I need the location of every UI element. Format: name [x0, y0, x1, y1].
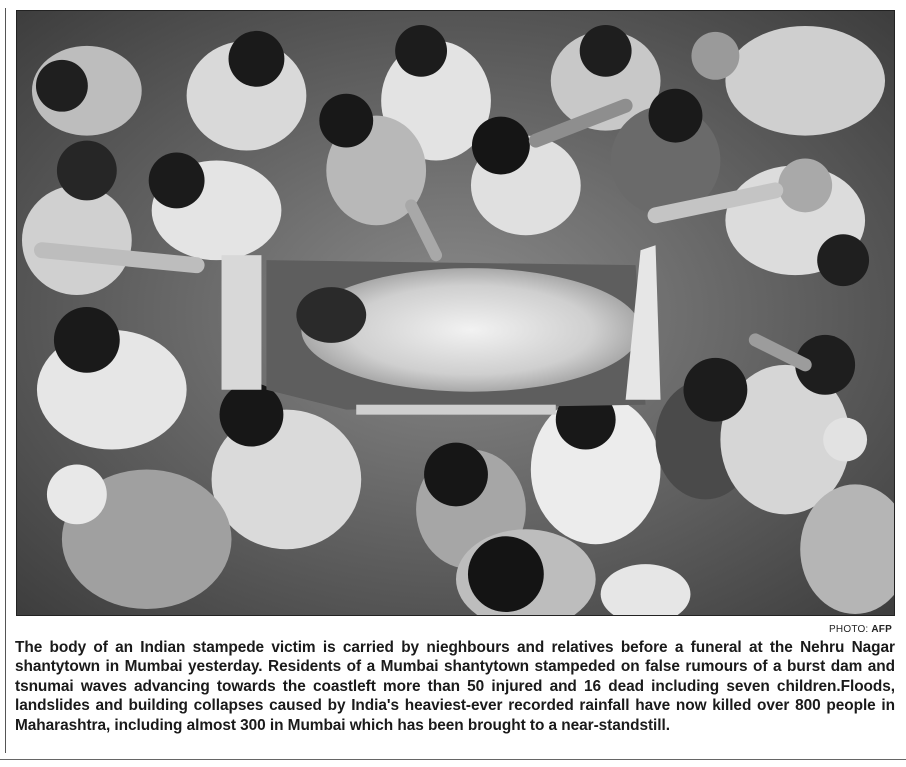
- photo-credit: [829, 624, 892, 635]
- left-column-rule: [5, 8, 6, 753]
- news-photo: [16, 10, 895, 616]
- bottom-rule: [0, 759, 906, 760]
- photo-illustration: [17, 11, 894, 615]
- photo-credit-source: AFP: [871, 624, 892, 635]
- photo-credit-label: PHOTO:: [829, 624, 869, 635]
- stretcher: [222, 245, 661, 414]
- photo-caption: The body of an Indian stampede victim is carried by nieghbours and relatives before a funeral at the Nehru Nagar shantytown in Mumbai yesterday. Residents of a Mumbai shantytown stampeded on false rumours of a burst dam and tsnumai waves advancing towards the coastleft more than 50 injured and 16 dead including seven children.Floods, landslides and building collapses caused by India's heaviest-ever recorded rainfall have now killed over 800 people in Maharashtra, including almost 300 in Mumbai which has been brought to a near-standstill.: [15, 639, 895, 734]
